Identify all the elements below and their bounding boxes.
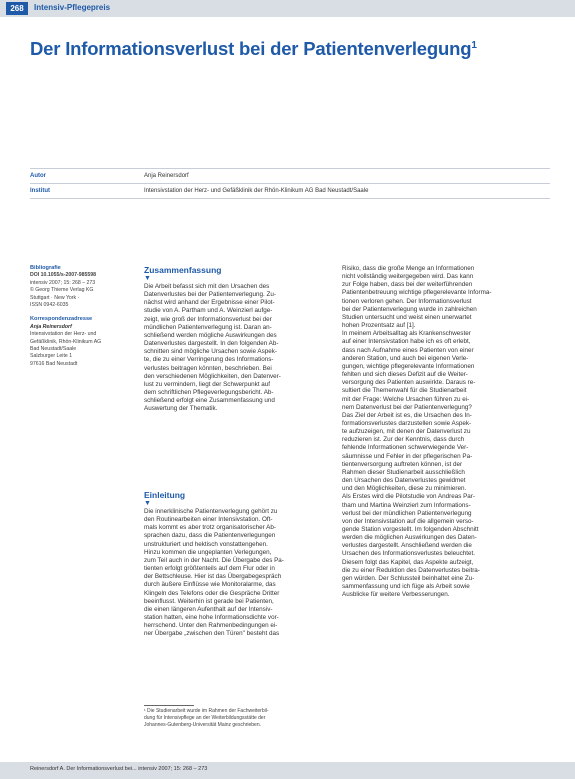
summary-line: mündlichen Patientenverlegung ist. Daran an- xyxy=(144,323,272,331)
footer-citation: Reinersdorf A. Der Informationsverlust bei... intensiv 2007; 15: 268 – 273 xyxy=(30,766,208,772)
body-line: gende Station vorgestellt. Im folgenden Abschnitt xyxy=(342,526,479,533)
summary-line: zeigt, wie groß der Informationsverlust bei der xyxy=(144,315,272,323)
body-line: verlustes dargestellt. Anschließend werden die xyxy=(342,542,472,550)
summary-line: verlustes beitragen könnten, beschrieben. Bei xyxy=(144,364,272,372)
author-label: Autor xyxy=(30,173,46,179)
body-line: In meinem Arbeitsalltag als Krankenschwester xyxy=(342,330,471,338)
body-line: fehlende Informationen schwerwiegende Ver- xyxy=(342,444,469,452)
footnote-divider xyxy=(144,705,194,706)
body-line: Risiko, dass die große Menge an Informationen xyxy=(342,265,475,272)
body-line: tham und Martina Weinzierl zum Informations- xyxy=(342,501,471,509)
summary-line: schnitten sind mögliche Ursachen sowie Aspek- xyxy=(144,348,278,356)
body-line: und den Möglichkeiten, diese zu minimieren. xyxy=(342,485,467,493)
body-line: anderen Station, und auch bei eigenen Verle- xyxy=(342,354,469,362)
meta-divider xyxy=(30,198,550,199)
body-line: Diesem folgt das Kapitel, das Aspekte aufzeigt, xyxy=(342,558,474,566)
body-line: Ausblicke für weitere Verbesserungen. xyxy=(342,591,450,599)
summary-line: Datenverlustes dargestellt. In den folgenden Ab- xyxy=(144,340,279,348)
body-line: formationsverlustes darzustellen sowie Aspek- xyxy=(342,419,472,427)
body-line: verlust bei der mündlichen Patientenverlegung xyxy=(342,509,472,517)
intro-line: den Routinearbeiten einer Intensivstation. Oft- xyxy=(144,516,273,524)
bib-line: intensiv 2007; 15: 268 – 273 xyxy=(30,279,96,286)
author-value: Anja Reinersdorf xyxy=(144,173,189,179)
body-line: Ursachen des Informationsverlustes beleuchtet. xyxy=(342,550,476,558)
summary-line: Datenverlustes bei der Patientenverlegung. Zu- xyxy=(144,291,276,299)
body-line: nicht vollständig weitergegeben wird. Das kann xyxy=(342,273,474,281)
summary-line: Auswertung der Thematik. xyxy=(144,405,218,413)
intro-line: zum Teil auch in der Nacht. Die Übergabe des Pa- xyxy=(144,556,284,564)
intro-line: Hinzu kommen die ungeplanten Verlegungen, xyxy=(144,548,272,556)
summary-line: lust zu vermindern, liegt der Schwerpunkt auf xyxy=(144,380,270,388)
body-line: den Ursachen des Datenverlustes gewidmet xyxy=(342,477,466,485)
body-line: Patientenbetreuung wichtige pflegerelevante Informa- xyxy=(342,289,492,297)
intro-line: die einen längeren Aufenthalt auf der Intensiv- xyxy=(144,605,273,613)
intro-arrow-icon: ▼ xyxy=(144,500,151,507)
body-line: dass nach Aufnahme eines Patienten von einer xyxy=(342,346,474,354)
intro-line: mals kommt es aber trotz organisatorischer Ab- xyxy=(144,524,276,532)
summary-arrow-icon: ▼ xyxy=(144,275,151,282)
intro-line: Die innerklinische Patientenverlegung gehört zu xyxy=(144,508,278,515)
sidebar-info xyxy=(30,265,130,368)
body-line: te aufzuzeigen, mit denen der Datenverlust zu xyxy=(342,428,471,436)
title-text: Der Informationsverlust bei der Patientenverlegung xyxy=(30,38,472,59)
intro-line: beeinflusst. Weiterhin ist gerade bei Patienten, xyxy=(144,597,274,605)
summary-line: nächst wird anhand der Ergebnisse einer Pilot- xyxy=(144,299,275,307)
intro-line: unstrukturiert und hektisch vonstattengehen. xyxy=(144,540,268,548)
body-line: die zu einer Reduktion des Datenverlustes beitra- xyxy=(342,566,480,574)
body-line: säumnisse und Fehler in der pflegerischen Pa- xyxy=(342,452,473,460)
footnote-line: dung für Intensivpflege an der Weiterbildungsstätte der xyxy=(144,714,266,721)
page-number: 268 xyxy=(6,2,28,15)
intro-line: der Bettschleuse. Hier ist das Übergabegespräch xyxy=(144,573,282,581)
meta-divider xyxy=(30,168,550,169)
corr-line: Gefäßklinik, Rhön-Klinikum AG xyxy=(30,338,102,345)
body-line: tionen verloren gehen. Der Informationsverlust xyxy=(342,297,472,305)
title-footnote-mark: 1 xyxy=(471,39,477,51)
corr-line: Intensivstation der Herz- und xyxy=(30,331,97,338)
running-head: Intensiv-Pflegepreis xyxy=(34,3,111,12)
meta-divider xyxy=(30,183,550,184)
bib-line: © Georg Thieme Verlag KG xyxy=(30,287,94,294)
intro-heading: Einleitung xyxy=(144,490,186,500)
bib-line: Stuttgart · New York · xyxy=(30,294,80,301)
intro-line: ner Übergabe „zwischen den Türen" besteht das xyxy=(144,630,280,638)
correspondence-heading: Korrespondenzadresse xyxy=(30,316,93,323)
summary-line: Die Arbeit befasst sich mit den Ursachen des xyxy=(144,283,270,290)
intro-line: tienten erfolgt größtenteils auf dem Flur oder in xyxy=(144,565,275,573)
body-line: gen würden. Der Schlussteil beinhaltet eine Zu- xyxy=(342,574,475,582)
footnote-line: ¹ Die Studienarbeit wurde im Rahmen der Fachweiterbil- xyxy=(144,708,269,714)
footnote-line: Johannes-Gutenberg-Universität Mainz geschrieben. xyxy=(144,721,262,728)
body-line: versorgung des Patienten auswirkte. Daraus re- xyxy=(342,379,476,387)
body-line: bei der Patientenverlegung wurde in zahlreichen xyxy=(342,305,477,313)
bib-line: ISSN 0942-6035 xyxy=(30,302,69,309)
body-line: nem Datenverlust bei der Patientenverlegung? xyxy=(342,403,472,411)
body-line: sammenfassung und ich füge als Arbeit sowie xyxy=(342,583,470,591)
institute-label: Institut xyxy=(30,188,50,194)
intro-line: durch äußere Einflüsse wie Monitoralarme, das xyxy=(144,581,276,589)
summary-line: te, die zu einer Verringerung des Informations- xyxy=(144,356,274,364)
summary-line: studie von A. Partham und A. Weinzierl aufge- xyxy=(144,307,273,315)
summary-line: dem schriftlichen Pflegeverlegungsbericht. Ab- xyxy=(144,389,274,397)
bibliography-heading: Bibliografie xyxy=(30,265,61,271)
summary-line: den verschiedenen Möglichkeiten, den Datenver- xyxy=(144,372,281,380)
body-line: gungen, wichtige pflegerelevante Informationen xyxy=(342,362,475,370)
intro-line: sprachen dazu, dass die Patientenverlegungen xyxy=(144,532,276,540)
summary-section xyxy=(144,265,330,414)
corr-line: Bad Neustadt/Saale xyxy=(30,346,77,353)
summary-line: schließend werden mögliche Auswirkungen des xyxy=(144,331,277,339)
intro-line: station hatten, eine hohe Informationsdichte vor- xyxy=(144,614,279,622)
institute-value: Intensivstation der Herz- und Gefäßklinik der Rhön-Klinikum AG Bad Neustadt/Saale xyxy=(144,188,369,194)
intro-line: Klingeln des Telefons oder die Gespräche Dritter xyxy=(144,589,280,597)
bib-line: DOI 10.1055/s-2007-985598 xyxy=(30,272,97,279)
body-line: hohen Prozentsatz auf [1]. xyxy=(342,322,416,330)
corr-line: 97616 Bad Neustadt xyxy=(30,360,78,367)
corr-name: Anja Reinersdorf xyxy=(30,323,72,330)
body-line: Rahmen dieser Studienarbeit ausschließlich xyxy=(342,468,465,476)
summary-line: schließend erfolgt eine Zusammenfassung und xyxy=(144,397,275,405)
corr-line: Salzburger Leite 1 xyxy=(30,353,73,360)
body-line: Als Erstes wird die Pilotstudie von Andreas Par- xyxy=(342,493,475,501)
intro-line: herrschend. Unter den Rahmenbedingungen ei- xyxy=(144,622,278,630)
body-line: von der Intensivstation auf die allgemein verso- xyxy=(342,517,474,525)
footnote xyxy=(144,708,344,728)
right-column xyxy=(342,265,545,599)
intro-section xyxy=(144,490,330,639)
body-line: zur Folge haben, dass bei der weiterführenden xyxy=(342,281,473,289)
body-line: Das Ziel der Arbeit ist es, die Ursachen des In- xyxy=(342,411,472,419)
body-line: fehlten und sich dieses Defizit auf die Weiter- xyxy=(342,371,468,379)
body-line: sultiert die Themenwahl für die Studienarbeit xyxy=(342,387,467,395)
summary-heading: Zusammenfassung xyxy=(144,265,222,275)
body-line: mit der Frage: Welche Ursachen führen zu ei- xyxy=(342,395,470,403)
body-line: reduzieren ist. Zur der Kenntnis, dass durch xyxy=(342,436,465,444)
body-line: werden die möglichen Auswirkungen des Daten- xyxy=(342,534,477,542)
body-line: tientenversorgung auftreten können, ist der xyxy=(342,460,463,468)
body-line: Studien untersucht und weist einen unerwartet xyxy=(342,313,472,321)
body-line: auf einer Intensivstation habe ich es oft erlebt, xyxy=(342,338,471,346)
article-title xyxy=(30,38,550,60)
